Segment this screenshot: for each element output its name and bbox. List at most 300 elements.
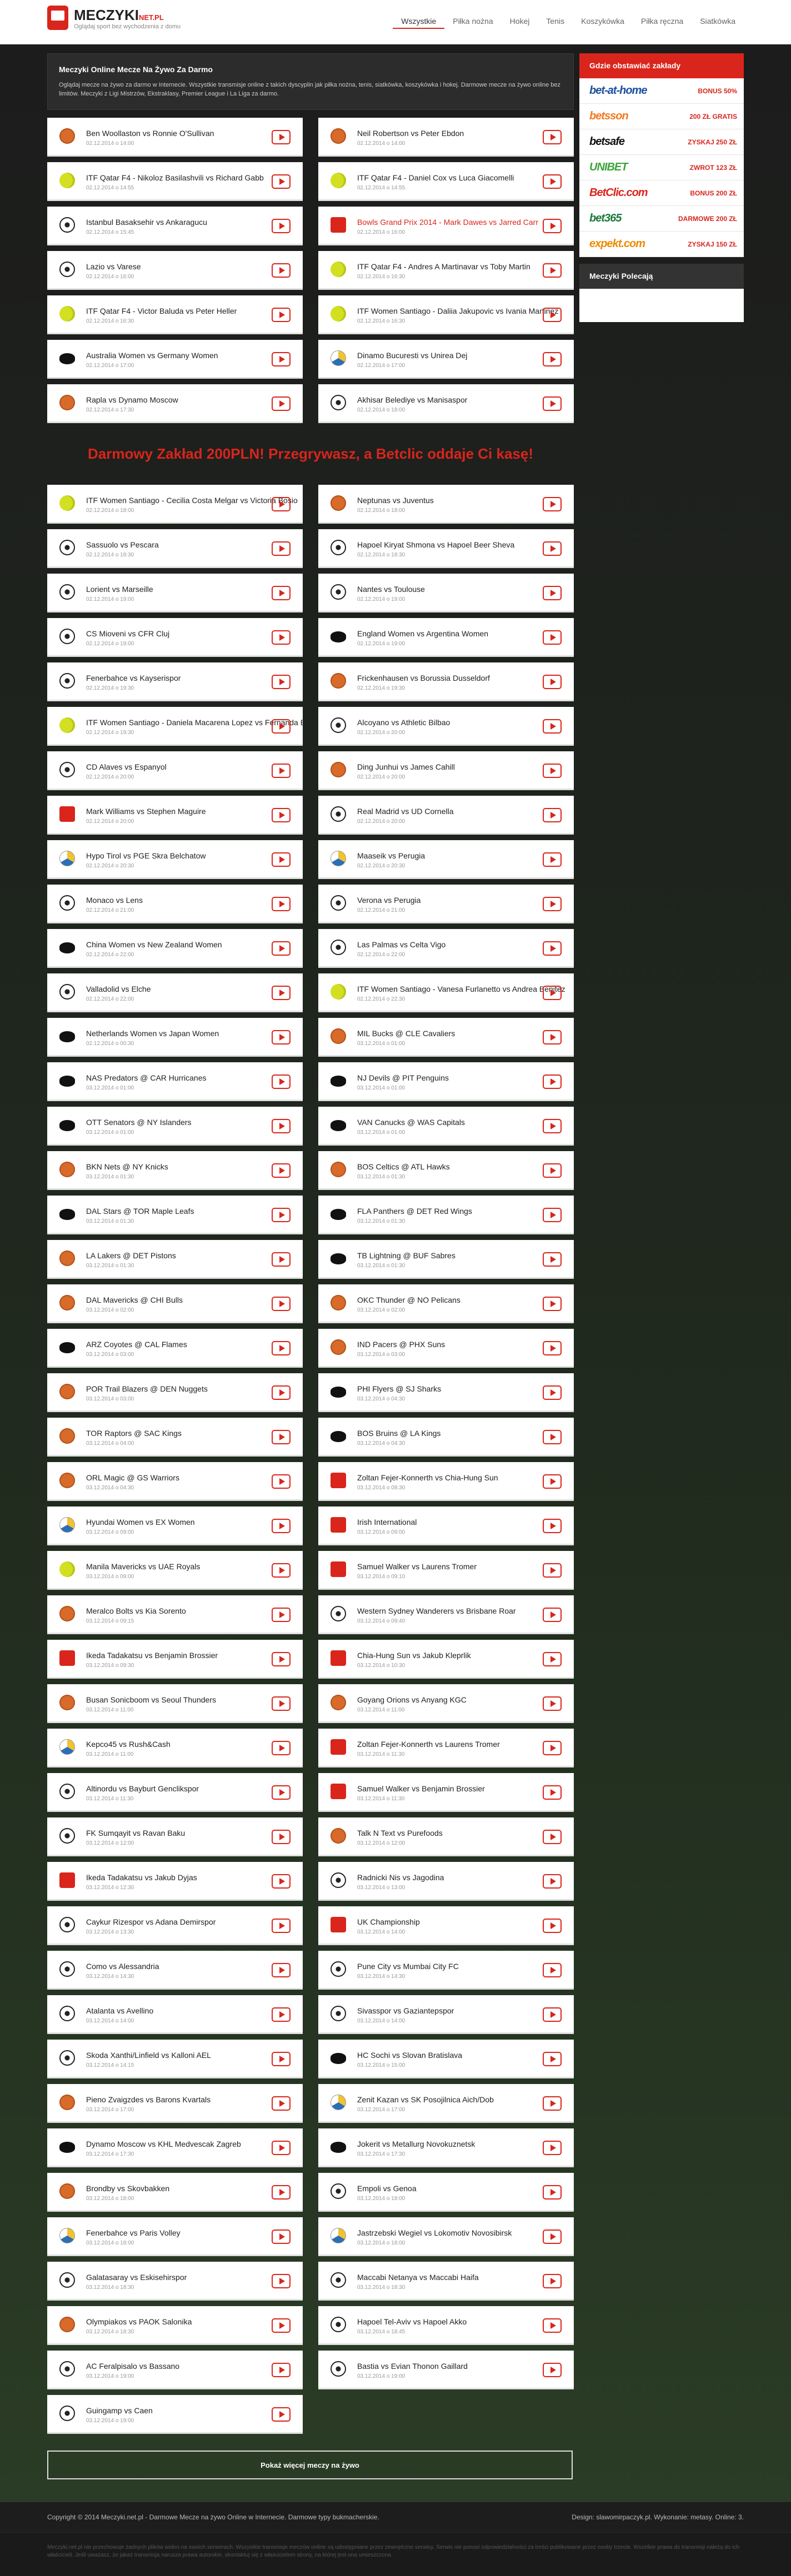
play-icon[interactable] <box>272 2274 291 2288</box>
match-card[interactable] <box>47 1729 303 1767</box>
match-title[interactable]: Ben Woollaston vs Ronnie O'Sullivan <box>86 129 214 138</box>
play-icon[interactable] <box>543 1341 562 1355</box>
play-icon[interactable] <box>272 1785 291 1800</box>
match-title[interactable]: Guingamp vs Caen <box>86 2406 153 2415</box>
bookmaker-row[interactable] <box>579 155 744 180</box>
match-card[interactable] <box>318 162 574 201</box>
bookmaker-row[interactable] <box>579 129 744 155</box>
match-card[interactable] <box>47 162 303 201</box>
play-icon[interactable] <box>272 808 291 822</box>
match-title[interactable]: Monaco vs Lens <box>86 896 143 905</box>
play-icon[interactable] <box>543 1563 562 1578</box>
match-card[interactable] <box>318 1373 574 1412</box>
match-card[interactable] <box>318 840 574 879</box>
play-icon[interactable] <box>543 764 562 778</box>
match-card[interactable] <box>47 574 303 612</box>
match-card[interactable] <box>318 384 574 423</box>
play-icon[interactable] <box>272 897 291 911</box>
match-card[interactable] <box>318 1284 574 1323</box>
match-card[interactable] <box>318 1062 574 1101</box>
nav-item[interactable]: Hokej <box>509 17 530 26</box>
match-title[interactable]: Meralco Bolts vs Kia Sorento <box>86 1606 186 1615</box>
play-icon[interactable] <box>543 1474 562 1489</box>
play-icon[interactable] <box>272 675 291 689</box>
play-icon[interactable] <box>543 675 562 689</box>
play-icon[interactable] <box>543 941 562 956</box>
match-title[interactable]: Las Palmas vs Celta Vigo <box>357 940 446 949</box>
play-icon[interactable] <box>272 1608 291 1622</box>
match-title[interactable]: Istanbul Basaksehir vs Ankaragucu <box>86 218 207 227</box>
match-title[interactable]: Brondby vs Skovbakken <box>86 2184 170 2193</box>
match-card[interactable] <box>318 973 574 1012</box>
play-icon[interactable] <box>543 1830 562 1844</box>
match-title[interactable]: MIL Bucks @ CLE Cavaliers <box>357 1029 455 1038</box>
match-card[interactable] <box>318 1196 574 1234</box>
match-title[interactable]: VAN Canucks @ WAS Capitals <box>357 1118 465 1127</box>
match-card[interactable] <box>47 2084 303 2123</box>
match-card[interactable] <box>318 340 574 379</box>
match-title[interactable]: Valladolid vs Elche <box>86 985 151 993</box>
match-card[interactable] <box>47 1595 303 1634</box>
match-title[interactable]: Bowls Grand Prix 2014 - Mark Dawes vs Jarred Carr <box>357 218 538 227</box>
match-title[interactable]: Hapoel Kiryat Shmona vs Hapoel Beer Sheva <box>357 540 515 549</box>
bookmaker-row[interactable] <box>579 104 744 129</box>
match-card[interactable] <box>318 2262 574 2301</box>
play-icon[interactable] <box>272 1119 291 1133</box>
match-title[interactable]: Real Madrid vs UD Cornella <box>357 807 454 816</box>
match-card[interactable] <box>318 1507 574 1545</box>
match-card[interactable] <box>47 295 303 334</box>
play-icon[interactable] <box>272 1341 291 1355</box>
match-card[interactable] <box>47 1240 303 1279</box>
play-icon[interactable] <box>543 897 562 911</box>
play-icon[interactable] <box>272 2007 291 2022</box>
match-card[interactable] <box>47 340 303 379</box>
play-icon[interactable] <box>272 2141 291 2155</box>
nav-item[interactable]: Piłka nożna <box>453 17 493 26</box>
match-title[interactable]: ITF Women Santiago - Cecilia Costa Melgar vs Victoria Bosio <box>86 496 298 505</box>
match-title[interactable]: Ikeda Tadakatsu vs Benjamin Brossier <box>86 1651 218 1660</box>
match-card[interactable] <box>318 2040 574 2078</box>
play-icon[interactable] <box>543 1919 562 1933</box>
play-icon[interactable] <box>272 1919 291 1933</box>
match-title[interactable]: Hypo Tirol vs PGE Skra Belchatow <box>86 851 206 860</box>
play-icon[interactable] <box>543 2229 562 2244</box>
match-card[interactable] <box>47 384 303 423</box>
match-title[interactable]: Dynamo Moscow vs KHL Medvescak Zagreb <box>86 2140 241 2148</box>
match-title[interactable]: Dinamo Bucuresti vs Unirea Dej <box>357 351 468 360</box>
promo-banner[interactable]: Darmowy Zakład 200PLN! Przegrywasz, a Betclic oddaje Ci kasę! <box>88 445 533 462</box>
match-card[interactable] <box>318 1151 574 1190</box>
play-icon[interactable] <box>543 719 562 734</box>
match-card[interactable] <box>47 662 303 701</box>
match-card[interactable] <box>318 929 574 968</box>
match-card[interactable] <box>47 2040 303 2078</box>
match-card[interactable] <box>318 707 574 746</box>
play-icon[interactable] <box>543 2318 562 2333</box>
match-title[interactable]: CD Alaves vs Espanyol <box>86 762 167 771</box>
match-card[interactable] <box>318 295 574 334</box>
play-icon[interactable] <box>543 130 562 144</box>
match-card[interactable] <box>47 2306 303 2345</box>
match-title[interactable]: Zenit Kazan vs SK Posojilnica Aich/Dob <box>357 2095 494 2104</box>
play-icon[interactable] <box>543 852 562 867</box>
match-card[interactable] <box>47 1773 303 1812</box>
play-icon[interactable] <box>543 541 562 556</box>
match-card[interactable] <box>318 1817 574 1856</box>
match-title[interactable]: BOS Bruins @ LA Kings <box>357 1429 441 1438</box>
match-card[interactable] <box>47 885 303 923</box>
play-icon[interactable] <box>543 396 562 411</box>
match-title[interactable]: ITF Qatar F4 - Nikoloz Basilashvili vs Richard Gabb <box>86 173 264 182</box>
match-card[interactable] <box>47 1817 303 1856</box>
match-title[interactable]: Altinordu vs Bayburt Genclikspor <box>86 1784 199 1793</box>
match-title[interactable]: Western Sydney Wanderers vs Brisbane Roar <box>357 1606 516 1615</box>
play-icon[interactable] <box>272 2318 291 2333</box>
match-card[interactable] <box>318 1329 574 1368</box>
match-title[interactable]: England Women vs Argentina Women <box>357 629 489 638</box>
play-icon[interactable] <box>543 1030 562 1045</box>
match-title[interactable]: TB Lightning @ BUF Sabres <box>357 1251 455 1260</box>
match-card[interactable] <box>47 1107 303 1146</box>
play-icon[interactable] <box>543 1430 562 1444</box>
match-card[interactable] <box>318 1107 574 1146</box>
match-title[interactable]: Fenerbahce vs Paris Volley <box>86 2228 181 2237</box>
match-card[interactable] <box>318 1595 574 1634</box>
play-icon[interactable] <box>272 2052 291 2066</box>
match-title[interactable]: ITF Qatar F4 - Daniel Cox vs Luca Giacomelli <box>357 173 514 182</box>
match-card[interactable] <box>318 2217 574 2256</box>
play-icon[interactable] <box>543 1519 562 1533</box>
play-icon[interactable] <box>272 1963 291 1977</box>
match-card[interactable] <box>47 929 303 968</box>
match-title[interactable]: Hapoel Tel-Aviv vs Hapoel Akko <box>357 2317 467 2326</box>
match-title[interactable]: China Women vs New Zealand Women <box>86 940 222 949</box>
play-icon[interactable] <box>272 1563 291 1578</box>
play-icon[interactable] <box>543 1252 562 1267</box>
play-icon[interactable] <box>272 2229 291 2244</box>
match-card[interactable] <box>47 1951 303 1990</box>
bookmaker-row[interactable] <box>579 232 744 257</box>
match-title[interactable]: Maccabi Netanya vs Maccabi Haifa <box>357 2273 479 2282</box>
match-title[interactable]: Verona vs Perugia <box>357 896 421 905</box>
match-title[interactable]: Rapla vs Dynamo Moscow <box>86 395 178 404</box>
match-card[interactable] <box>47 1284 303 1323</box>
match-title[interactable]: Sassuolo vs Pescara <box>86 540 159 549</box>
match-title[interactable]: Hyundai Women vs EX Women <box>86 1518 195 1526</box>
match-card[interactable] <box>47 2395 303 2434</box>
match-card[interactable] <box>47 2217 303 2256</box>
match-card[interactable] <box>318 1018 574 1057</box>
play-icon[interactable] <box>543 1785 562 1800</box>
match-title[interactable]: Talk N Text vs Purefoods <box>357 1829 443 1837</box>
play-icon[interactable] <box>543 2007 562 2022</box>
play-icon[interactable] <box>543 1652 562 1666</box>
play-icon[interactable] <box>272 1208 291 1222</box>
match-title[interactable]: ITF Women Santiago - Daliia Jakupovic vs Ivania Martinez <box>357 307 559 315</box>
match-title[interactable]: Zoltan Fejer-Konnerth vs Laurens Tromer <box>357 1740 500 1749</box>
play-icon[interactable] <box>272 630 291 645</box>
nav-item[interactable]: Koszykówka <box>581 17 624 26</box>
play-icon[interactable] <box>543 986 562 1000</box>
play-icon[interactable] <box>543 2096 562 2111</box>
match-title[interactable]: Goyang Orions vs Anyang KGC <box>357 1695 467 1704</box>
play-icon[interactable] <box>543 308 562 322</box>
play-icon[interactable] <box>272 497 291 511</box>
play-icon[interactable] <box>543 1385 562 1400</box>
nav-item[interactable]: Tenis <box>546 17 565 26</box>
play-icon[interactable] <box>543 1119 562 1133</box>
match-card[interactable] <box>47 1329 303 1368</box>
play-icon[interactable] <box>272 1297 291 1311</box>
match-card[interactable] <box>47 2128 303 2167</box>
match-card[interactable] <box>47 2173 303 2212</box>
match-title[interactable]: ARZ Coyotes @ CAL Flames <box>86 1340 187 1349</box>
match-card[interactable] <box>318 529 574 568</box>
match-card[interactable] <box>318 751 574 790</box>
play-icon[interactable] <box>543 263 562 278</box>
match-title[interactable]: IND Pacers @ PHX Suns <box>357 1340 445 1349</box>
match-title[interactable]: Jastrzebski Wegiel vs Lokomotiv Novosibirsk <box>357 2228 512 2237</box>
match-title[interactable]: LA Lakers @ DET Pistons <box>86 1251 176 1260</box>
match-title[interactable]: ITF Women Santiago - Vanesa Furlanetto vs Andrea Benitez <box>357 985 565 993</box>
match-card[interactable] <box>318 1240 574 1279</box>
match-card[interactable] <box>47 1507 303 1545</box>
match-title[interactable]: Akhisar Belediye vs Manisaspor <box>357 395 468 404</box>
match-card[interactable] <box>318 574 574 612</box>
match-title[interactable]: Atalanta vs Avellino <box>86 2006 154 2015</box>
play-icon[interactable] <box>272 541 291 556</box>
play-icon[interactable] <box>272 308 291 322</box>
play-icon[interactable] <box>543 1696 562 1711</box>
match-card[interactable] <box>47 2262 303 2301</box>
match-card[interactable] <box>47 1418 303 1457</box>
play-icon[interactable] <box>272 1696 291 1711</box>
match-card[interactable] <box>318 1773 574 1812</box>
match-title[interactable]: DAL Stars @ TOR Maple Leafs <box>86 1207 194 1216</box>
match-title[interactable]: OKC Thunder @ NO Pelicans <box>357 1295 460 1304</box>
match-title[interactable]: Samuel Walker vs Benjamin Brossier <box>357 1784 485 1793</box>
match-card[interactable] <box>47 1151 303 1190</box>
match-card[interactable] <box>47 1462 303 1501</box>
play-icon[interactable] <box>272 219 291 233</box>
match-title[interactable]: FK Sumqayit vs Ravan Baku <box>86 1829 186 1837</box>
match-title[interactable]: Olympiakos vs PAOK Salonika <box>86 2317 192 2326</box>
match-title[interactable]: Samuel Walker vs Laurens Tromer <box>357 1562 477 1571</box>
match-title[interactable]: ORL Magic @ GS Warriors <box>86 1473 179 1482</box>
match-card[interactable] <box>318 1462 574 1501</box>
match-title[interactable]: FLA Panthers @ DET Red Wings <box>357 1207 472 1216</box>
match-title[interactable]: TOR Raptors @ SAC Kings <box>86 1429 182 1438</box>
match-title[interactable]: Neil Robertson vs Peter Ebdon <box>357 129 464 138</box>
match-card[interactable] <box>47 840 303 879</box>
match-title[interactable]: Como vs Alessandria <box>86 1962 159 1971</box>
match-title[interactable]: Maaseik vs Perugia <box>357 851 425 860</box>
match-card[interactable] <box>47 485 303 524</box>
nav-item[interactable]: Siatkówka <box>700 17 735 26</box>
match-title[interactable]: Busan Sonicboom vs Seoul Thunders <box>86 1695 216 1704</box>
match-title[interactable]: AC Feralpisalo vs Bassano <box>86 2362 180 2371</box>
match-card[interactable] <box>47 796 303 835</box>
match-card[interactable] <box>318 618 574 657</box>
match-title[interactable]: Alcoyano vs Athletic Bilbao <box>357 718 450 727</box>
match-card[interactable] <box>47 118 303 157</box>
match-card[interactable] <box>318 885 574 923</box>
match-title[interactable]: PHI Flyers @ SJ Sharks <box>357 1384 442 1393</box>
play-icon[interactable] <box>543 219 562 233</box>
play-icon[interactable] <box>272 1652 291 1666</box>
match-title[interactable]: Sivasspor vs Gaziantepspor <box>357 2006 454 2015</box>
match-title[interactable]: Irish International <box>357 1518 417 1526</box>
play-icon[interactable] <box>543 808 562 822</box>
play-icon[interactable] <box>272 1830 291 1844</box>
play-icon[interactable] <box>543 1874 562 1889</box>
match-title[interactable]: UK Championship <box>357 1917 420 1926</box>
match-title[interactable]: NAS Predators @ CAR Hurricanes <box>86 1073 207 1082</box>
play-icon[interactable] <box>272 941 291 956</box>
play-icon[interactable] <box>272 1030 291 1045</box>
match-title[interactable]: Nantes vs Toulouse <box>357 585 425 594</box>
play-icon[interactable] <box>272 396 291 411</box>
match-title[interactable]: DAL Mavericks @ CHI Bulls <box>86 1295 183 1304</box>
play-icon[interactable] <box>543 1208 562 1222</box>
play-icon[interactable] <box>272 1074 291 1089</box>
play-icon[interactable] <box>543 1297 562 1311</box>
bookmaker-row[interactable] <box>579 78 744 104</box>
bookmaker-row[interactable] <box>579 206 744 232</box>
play-icon[interactable] <box>543 2363 562 2377</box>
match-card[interactable] <box>318 1729 574 1767</box>
play-icon[interactable] <box>543 2274 562 2288</box>
play-icon[interactable] <box>272 852 291 867</box>
match-card[interactable] <box>318 662 574 701</box>
match-title[interactable]: Neptunas vs Juventus <box>357 496 434 505</box>
match-title[interactable]: Chia-Hung Sun vs Jakub Kleprlik <box>357 1651 471 1660</box>
match-title[interactable]: BOS Celtics @ ATL Hawks <box>357 1162 450 1171</box>
play-icon[interactable] <box>543 1608 562 1622</box>
match-card[interactable] <box>318 118 574 157</box>
play-icon[interactable] <box>543 1163 562 1178</box>
match-title[interactable]: Galatasaray vs Eskisehirspor <box>86 2273 187 2282</box>
match-title[interactable]: Kepco45 vs Rush&Cash <box>86 1740 171 1749</box>
match-card[interactable] <box>318 1995 574 2034</box>
play-icon[interactable] <box>272 2407 291 2422</box>
match-card[interactable] <box>47 973 303 1012</box>
match-card[interactable] <box>47 1196 303 1234</box>
match-card[interactable] <box>318 485 574 524</box>
play-icon[interactable] <box>272 1430 291 1444</box>
match-title[interactable]: Lorient vs Marseille <box>86 585 153 594</box>
match-card[interactable] <box>47 707 317 746</box>
play-icon[interactable] <box>543 1741 562 1755</box>
match-title[interactable]: Empoli vs Genoa <box>357 2184 417 2193</box>
match-card[interactable] <box>318 2351 574 2389</box>
play-icon[interactable] <box>543 497 562 511</box>
match-card[interactable] <box>318 2173 574 2212</box>
match-card[interactable] <box>318 1640 574 1679</box>
match-card[interactable] <box>47 1640 303 1679</box>
match-card[interactable] <box>47 1862 303 1901</box>
nav-item[interactable]: Wszystkie <box>393 14 444 29</box>
match-card[interactable] <box>47 251 303 290</box>
play-icon[interactable] <box>272 2363 291 2377</box>
match-card[interactable] <box>318 2128 574 2167</box>
match-card[interactable] <box>47 618 303 657</box>
match-card[interactable] <box>318 2084 574 2123</box>
match-title[interactable]: Bastia vs Evian Thonon Gaillard <box>357 2362 468 2371</box>
match-title[interactable]: Jokerit vs Metallurg Novokuznetsk <box>357 2140 475 2148</box>
play-icon[interactable] <box>543 352 562 366</box>
play-icon[interactable] <box>272 130 291 144</box>
match-card[interactable] <box>47 529 303 568</box>
match-title[interactable]: Skoda Xanthi/Linfield vs Kalloni AEL <box>86 2051 211 2060</box>
play-icon[interactable] <box>272 1874 291 1889</box>
play-icon[interactable] <box>272 586 291 600</box>
match-title[interactable]: Pieno Zvaigzdes vs Barons Kvartals <box>86 2095 211 2104</box>
play-icon[interactable] <box>272 1385 291 1400</box>
match-title[interactable]: ITF Women Santiago - Daniela Macarena Lopez vs Fernanda Brito <box>86 718 317 727</box>
play-icon[interactable] <box>543 174 562 189</box>
match-card[interactable] <box>318 1684 574 1723</box>
match-title[interactable]: Radnicki Nis vs Jagodina <box>357 1873 444 1882</box>
match-card[interactable] <box>47 1906 303 1945</box>
match-card[interactable] <box>318 1418 574 1457</box>
match-title[interactable]: Netherlands Women vs Japan Women <box>86 1029 219 1038</box>
play-icon[interactable] <box>543 2141 562 2155</box>
play-icon[interactable] <box>272 2096 291 2111</box>
match-title[interactable]: Lazio vs Varese <box>86 262 141 271</box>
match-card[interactable] <box>318 796 574 835</box>
play-icon[interactable] <box>272 1474 291 1489</box>
show-more-button[interactable]: Pokaż więcej meczy na żywo <box>47 2451 573 2479</box>
match-title[interactable]: Australia Women vs Germany Women <box>86 351 218 360</box>
match-title[interactable]: Fenerbahce vs Kayserispor <box>86 674 181 682</box>
match-card[interactable] <box>47 1684 303 1723</box>
match-title[interactable]: POR Trail Blazers @ DEN Nuggets <box>86 1384 208 1393</box>
play-icon[interactable] <box>272 263 291 278</box>
match-card[interactable] <box>47 1373 303 1412</box>
match-card[interactable] <box>47 1062 303 1101</box>
match-title[interactable]: Caykur Rizespor vs Adana Demirspor <box>86 1917 216 1926</box>
match-card[interactable] <box>318 1951 574 1990</box>
match-title[interactable]: CS Mioveni vs CFR Cluj <box>86 629 170 638</box>
match-title[interactable]: Zoltan Fejer-Konnerth vs Chia-Hung Sun <box>357 1473 498 1482</box>
match-title[interactable]: BKN Nets @ NY Knicks <box>86 1162 168 1171</box>
match-card[interactable] <box>47 751 303 790</box>
match-card[interactable] <box>318 1551 574 1590</box>
match-title[interactable]: ITF Qatar F4 - Andres A Martinavar vs Toby Martin <box>357 262 530 271</box>
match-title[interactable]: HC Sochi vs Slovan Bratislava <box>357 2051 463 2060</box>
match-card[interactable] <box>318 2306 574 2345</box>
play-icon[interactable] <box>272 1741 291 1755</box>
match-title[interactable]: Ikeda Tadakatsu vs Jakub Dyjas <box>86 1873 197 1882</box>
bookmaker-row[interactable] <box>579 180 744 206</box>
match-card[interactable] <box>47 1995 303 2034</box>
match-title[interactable]: OTT Senators @ NY Islanders <box>86 1118 192 1127</box>
match-title[interactable]: Pune City vs Mumbai City FC <box>357 1962 459 1971</box>
play-icon[interactable] <box>272 174 291 189</box>
play-icon[interactable] <box>543 2185 562 2200</box>
match-card[interactable] <box>318 1906 574 1945</box>
play-icon[interactable] <box>543 586 562 600</box>
play-icon[interactable] <box>543 630 562 645</box>
match-title[interactable]: Manila Mavericks vs UAE Royals <box>86 1562 201 1571</box>
play-icon[interactable] <box>272 764 291 778</box>
match-title[interactable]: Frickenhausen vs Borussia Dusseldorf <box>357 674 490 682</box>
match-card[interactable] <box>47 1551 303 1590</box>
match-title[interactable]: Ding Junhui vs James Cahill <box>357 762 455 771</box>
play-icon[interactable] <box>272 719 291 734</box>
